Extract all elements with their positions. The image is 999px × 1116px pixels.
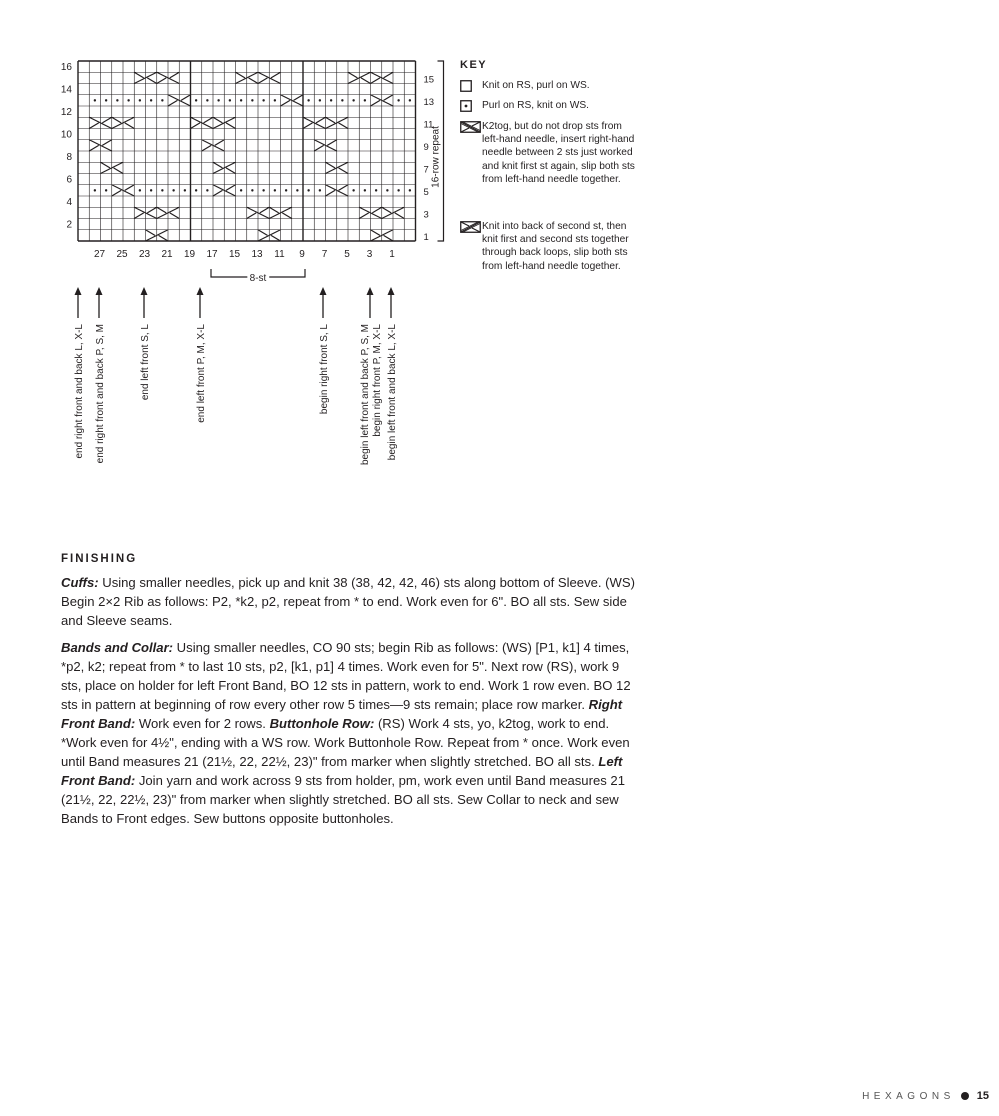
row-repeat-label: 16-row repeat [430, 126, 442, 188]
purl-stitch-mark [172, 189, 174, 191]
bands-text: (RS) Work 4 sts, yo, k2tog, work to end. *Work even for 4½", ending with a WS row. Work Buttonhole Row. Repeat from * once. Work even until Band measures 21 (21½, 22, 22½, 23)" from marker when slightly stretched. BO all sts. [61, 716, 630, 769]
purl-stitch-mark [319, 189, 321, 191]
marker-label: end left front S, L [140, 324, 151, 401]
purl-stitch-mark [94, 189, 96, 191]
purl-stitch-mark [397, 189, 399, 191]
marker-label: begin right front P, M, X-L [372, 324, 383, 437]
cuffs-paragraph [61, 573, 636, 630]
key-item-k2tog-cross [460, 120, 640, 186]
row-number-label: 1 [423, 231, 429, 243]
purl-stitch-mark [352, 189, 354, 191]
marker-label: end right front and back L, X-L [74, 324, 85, 459]
row-number-label: 3 [423, 209, 429, 221]
purl-stitch-mark [296, 189, 298, 191]
purl-stitch-mark [307, 99, 309, 101]
row-number-label: 5 [423, 186, 429, 198]
dot-square-icon [460, 99, 482, 112]
stitch-number-label: 13 [251, 249, 263, 260]
key-item-text: Knit on RS, purl on WS. [482, 80, 590, 91]
page-number: 15 [976, 1090, 989, 1102]
stitch-number-label: 15 [228, 249, 241, 260]
purl-stitch-mark [206, 99, 208, 101]
purl-stitch-mark [161, 99, 163, 101]
cuffs-lead: Cuffs: [61, 575, 99, 590]
bullet-dot-icon [961, 1092, 969, 1100]
marker-label: begin right front S, L [319, 324, 330, 415]
purl-stitch-mark [229, 99, 231, 101]
k2tog-cross-icon [460, 120, 482, 133]
purl-stitch-mark [105, 189, 107, 191]
stitch-number-label: 3 [366, 249, 373, 260]
purl-stitch-mark [409, 189, 411, 191]
purl-stitch-mark [341, 99, 343, 101]
tbl-cross-icon [460, 220, 482, 233]
purl-stitch-mark [364, 99, 366, 101]
marker-label: end left front P, M, X-L [196, 324, 207, 423]
bands-paragraph [61, 638, 636, 828]
purl-stitch-mark [184, 189, 186, 191]
purl-stitch-mark [150, 189, 152, 191]
marker-arrow-head [320, 287, 327, 295]
empty-square-icon [460, 79, 482, 92]
stitch-number-label: 5 [344, 249, 350, 260]
stitch-number-label: 25 [116, 249, 128, 260]
purl-stitch-mark [274, 99, 276, 101]
marker-label: end right front and back P, S, M [95, 324, 106, 464]
row-number-label: 11 [423, 119, 434, 131]
key-item-text: Purl on RS, knit on WS. [482, 100, 590, 111]
page-footer [862, 1090, 989, 1102]
marker-label: begin left front and back L, X-L [387, 324, 398, 461]
purl-stitch-mark [409, 99, 411, 101]
purl-stitch-mark [307, 189, 309, 191]
marker-arrow-head [197, 287, 204, 295]
row-number-label: 2 [66, 219, 72, 231]
purl-stitch-mark [94, 99, 96, 101]
stitch-number-label: 1 [389, 249, 395, 260]
purl-stitch-mark [262, 99, 264, 101]
purl-stitch-mark [195, 99, 197, 101]
stitch-number-label: 17 [206, 249, 218, 260]
left-band-lead: Left Front Band: [61, 754, 623, 788]
purl-stitch-mark [139, 189, 141, 191]
purl-stitch-mark [274, 189, 276, 191]
purl-stitch-mark [240, 99, 242, 101]
key-item-tbl-cross [460, 220, 640, 273]
purl-stitch-mark [139, 99, 141, 101]
marker-arrow-head [367, 287, 374, 295]
row-number-label: 8 [66, 152, 72, 163]
key-item-knit [460, 79, 640, 92]
section-title: FINISHING [61, 553, 138, 565]
bands-lead: Bands and Collar: [61, 640, 174, 655]
purl-stitch-mark [116, 99, 118, 101]
stitch-number-label: 9 [299, 249, 305, 260]
purl-stitch-mark [386, 189, 388, 191]
purl-stitch-mark [127, 99, 129, 101]
book-title: HEXAGONS [862, 1090, 955, 1102]
chart-grid [78, 61, 416, 241]
purl-stitch-mark [364, 189, 366, 191]
purl-stitch-mark [319, 99, 321, 101]
row-number-label: 16 [60, 62, 72, 73]
key-title: KEY [460, 59, 488, 71]
stitch-number-label: 19 [183, 249, 196, 260]
marker-label: begin left front and back P, S, M [360, 324, 371, 466]
row-number-label: 9 [423, 141, 429, 153]
purl-stitch-mark [330, 99, 332, 101]
marker-arrow-head [141, 287, 148, 295]
purl-stitch-mark [105, 99, 107, 101]
cuffs-text: Using smaller needles, pick up and knit 38 (38, 42, 42, 46) sts along bottom of Sleeve. (WS) Begin 2×2 Rib as follows: P2, *k2, p2, repeat from * to end. Work even for 6". BO all sts. Sew side and Sleeve seams. [61, 575, 635, 628]
purl-stitch-mark [375, 189, 377, 191]
key-item-text: Knit into back of second st, then knit first and second sts together through back loops, slip both sts from left-hand needle together. [482, 221, 629, 272]
bands-text: Join yarn and work across 9 sts from holder, pm, work even until Band measures 21 (21½, 22, 22½, 23)" from marker when slightly stretched. BO all sts. Sew Collar to neck and sew Bands to Front edges. Sew buttons opposite buttonholes. [61, 773, 625, 826]
row-number-label: 6 [66, 174, 72, 186]
purl-stitch-mark [195, 189, 197, 191]
row-number-label: 7 [423, 164, 429, 176]
stitch-number-label: 11 [274, 249, 285, 260]
stitch-number-label: 27 [93, 249, 106, 260]
purl-stitch-mark [161, 189, 163, 191]
key-item-text: K2tog, but do not drop sts from left-hand needle, insert right-hand needle between 2 sts just worked and knit first st again, slip both sts from left-hand needle together. [482, 121, 635, 185]
bands-text: Using smaller needles, CO 90 sts; begin Rib as follows: (WS) [P1, k1] 4 times, *p2, k2; repeat from * to last 10 sts, p2, [k1, p1] 4 times. Work even for 5". Next row (RS), work 9 sts, place on holder for left Front Band, BO 12 sts in pattern, work to end. Work 1 row even. BO 12 sts in pattern at beginning of row every other row 5 times—9 sts remain; place row marker. [61, 640, 631, 712]
stitch-repeat-label: 8-st [249, 273, 267, 284]
purl-stitch-mark [352, 99, 354, 101]
purl-stitch-mark [397, 99, 399, 101]
key-item-purl [460, 99, 640, 112]
right-band-lead: Right Front Band: [61, 697, 623, 731]
purl-stitch-mark [251, 99, 253, 101]
purl-stitch-mark [150, 99, 152, 101]
purl-stitch-mark [240, 189, 242, 191]
row-number-label: 15 [423, 74, 435, 86]
row-number-label: 10 [60, 129, 72, 141]
purl-stitch-mark [262, 189, 264, 191]
row-number-label: 13 [423, 96, 435, 108]
purl-stitch-mark [217, 99, 219, 101]
row-number-label: 4 [66, 197, 72, 208]
finishing-section [61, 553, 636, 836]
purl-stitch-mark [251, 189, 253, 191]
stitch-number-label: 21 [161, 249, 173, 260]
purl-stitch-mark [206, 189, 208, 191]
row-number-label: 12 [60, 107, 72, 118]
bands-text: Work even for 2 rows. [135, 716, 270, 731]
marker-arrow-head [96, 287, 103, 295]
marker-arrow-head [75, 287, 82, 295]
stitch-number-label: 23 [138, 249, 151, 260]
purl-stitch-mark [285, 189, 287, 191]
stitch-number-label: 7 [321, 249, 328, 260]
buttonhole-lead: Buttonhole Row: [269, 716, 375, 731]
marker-arrow-head [388, 287, 395, 295]
row-number-label: 14 [60, 84, 72, 96]
